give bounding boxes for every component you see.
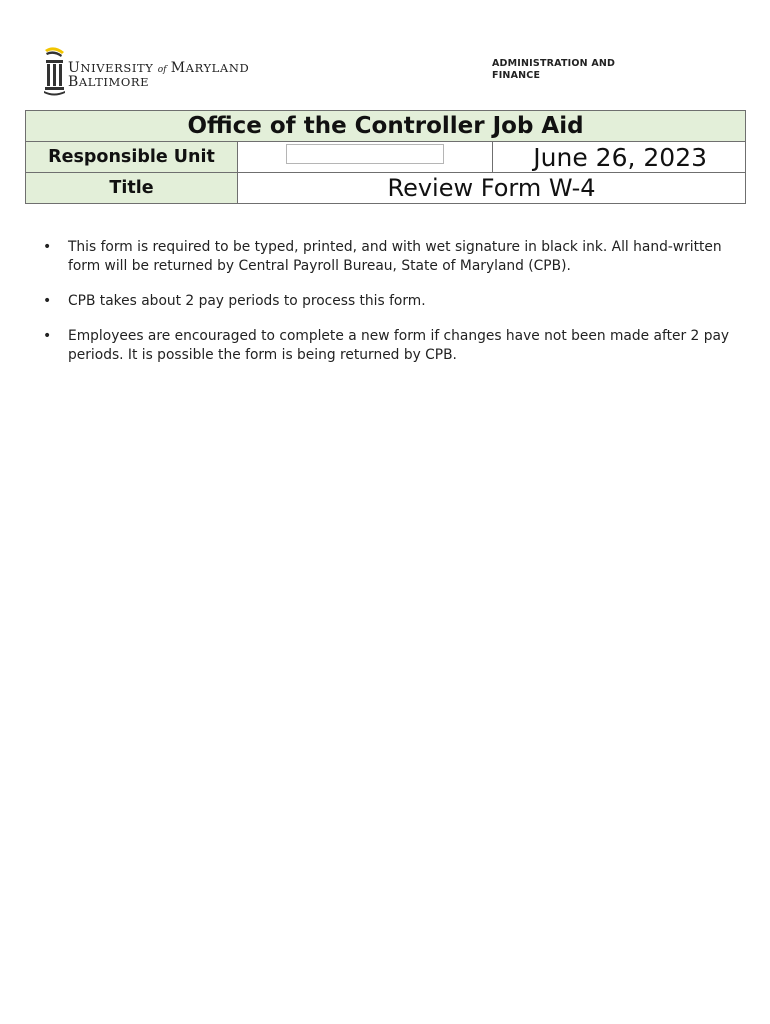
bullet-icon: • (43, 293, 52, 309)
university-columns-icon (42, 44, 68, 96)
department-line-2: FINANCE (492, 70, 541, 81)
instruction-list (40, 238, 752, 381)
responsible-unit-value (238, 142, 493, 173)
job-aid-title: Office of the Controller Job Aid (26, 111, 746, 142)
title-label: Title (26, 173, 238, 204)
department-line-1: ADMINISTRATION AND (492, 58, 616, 69)
list-item: • This form is required to be typed, printed, and with wet signature in black ink. All hand-written form will be returned by Central Payroll Bureau, State of Maryland (CPB). (43, 239, 722, 274)
department-label (492, 58, 615, 82)
list-item: • Employees are encouraged to complete a new form if changes have not been made after 2 pay periods. It is possible the form is being returned by CPB. (43, 328, 730, 363)
university-logo (42, 44, 252, 96)
bullet-icon: • (43, 328, 52, 344)
logo-wordmark-line2: BALTIMORE (68, 74, 150, 90)
responsible-unit-field[interactable] (286, 144, 444, 164)
list-item: • CPB takes about 2 pay periods to process this form. (43, 293, 426, 309)
responsible-unit-label: Responsible Unit (26, 142, 238, 173)
form-title: Review Form W-4 (238, 173, 746, 204)
bullet-icon: • (43, 239, 52, 255)
logo-wordmark-line1: UNIVERSITY of MARYLAND (68, 60, 250, 76)
job-aid-date: June 26, 2023 (493, 142, 746, 173)
job-aid-header-table (25, 110, 746, 204)
